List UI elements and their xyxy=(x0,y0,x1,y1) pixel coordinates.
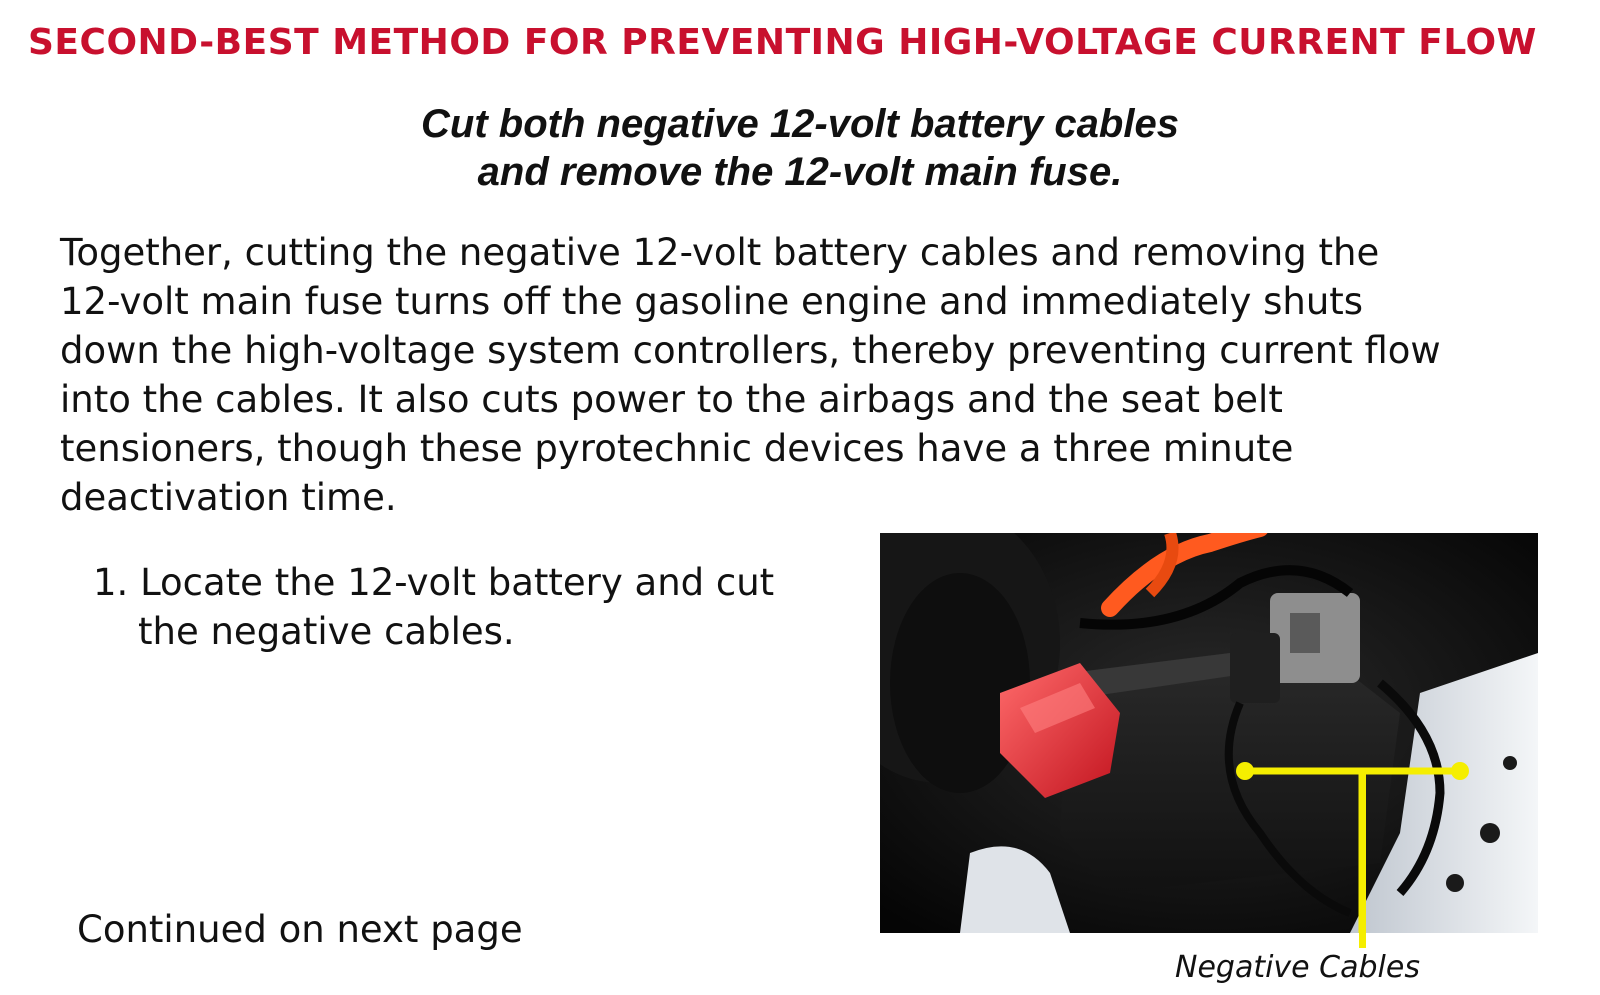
page-title: SECOND-BEST METHOD FOR PREVENTING HIGH-VOLTAGE CURRENT FLOW xyxy=(28,22,1537,63)
annotation-leader-line xyxy=(1359,768,1366,948)
subtitle xyxy=(0,100,1600,196)
step-1-line-2: the negative cables. xyxy=(138,610,515,653)
continued-note: Continued on next page xyxy=(77,908,523,951)
battery-photo xyxy=(880,533,1538,933)
body-line: 12-volt main fuse turns off the gasoline engine and immediately shuts xyxy=(60,280,1364,323)
figure-caption: Negative Cables xyxy=(1175,950,1420,985)
step-1 xyxy=(93,558,853,656)
body-line: deactivation time. xyxy=(60,476,397,519)
subtitle-line-1: Cut both negative 12-volt battery cables xyxy=(421,102,1179,146)
body-line: down the high-voltage system controllers, thereby preventing current flow xyxy=(60,329,1441,372)
body-line: Together, cutting the negative 12-volt battery cables and removing the xyxy=(60,231,1380,274)
battery-photo-illustration xyxy=(880,533,1538,933)
body-paragraph xyxy=(60,228,1560,522)
step-1-line-1: 1. Locate the 12-volt battery and cut xyxy=(93,561,775,604)
body-line: into the cables. It also cuts power to the airbags and the seat belt xyxy=(60,378,1283,421)
subtitle-line-2: and remove the 12-volt main fuse. xyxy=(477,150,1123,194)
body-line: tensioners, though these pyrotechnic devices have a three minute xyxy=(60,427,1294,470)
